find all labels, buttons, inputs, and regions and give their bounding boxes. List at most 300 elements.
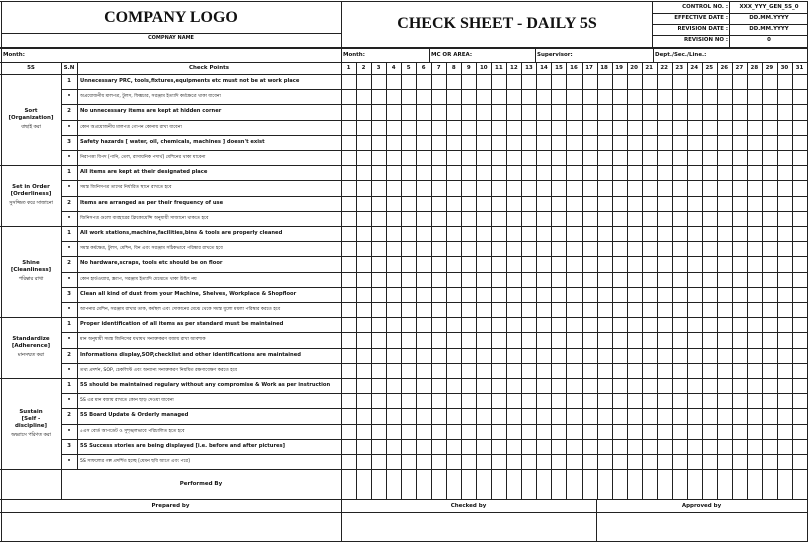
day-check-cell[interactable]: [521, 74, 536, 89]
day-check-cell[interactable]: [416, 74, 431, 89]
day-check-cell[interactable]: [401, 408, 416, 423]
day-check-cell[interactable]: [461, 135, 476, 150]
day-check-cell[interactable]: [702, 104, 717, 119]
day-check-cell[interactable]: [627, 211, 642, 226]
day-check-cell[interactable]: [597, 424, 612, 439]
day-check-cell[interactable]: [777, 135, 792, 150]
day-check-cell[interactable]: [717, 256, 732, 271]
day-check-cell[interactable]: [566, 393, 581, 408]
day-check-cell[interactable]: [566, 89, 581, 104]
day-check-cell[interactable]: [687, 439, 702, 454]
day-check-cell[interactable]: [416, 363, 431, 378]
day-check-cell[interactable]: [401, 363, 416, 378]
day-check-cell[interactable]: [777, 317, 792, 332]
day-check-cell[interactable]: [461, 241, 476, 256]
day-check-cell[interactable]: [506, 211, 521, 226]
day-check-cell[interactable]: [446, 424, 461, 439]
day-check-cell[interactable]: [762, 363, 777, 378]
day-check-cell[interactable]: [356, 272, 371, 287]
approved-by-signature[interactable]: [596, 513, 807, 541]
day-check-cell[interactable]: [687, 226, 702, 241]
day-check-cell[interactable]: [386, 439, 401, 454]
day-check-cell[interactable]: [702, 211, 717, 226]
day-check-cell[interactable]: [627, 165, 642, 180]
day-check-cell[interactable]: [657, 256, 672, 271]
day-check-cell[interactable]: [627, 332, 642, 347]
day-check-cell[interactable]: [612, 393, 627, 408]
day-check-cell[interactable]: [491, 256, 506, 271]
day-check-cell[interactable]: [521, 256, 536, 271]
day-check-cell[interactable]: [401, 454, 416, 469]
day-check-cell[interactable]: [461, 272, 476, 287]
day-check-cell[interactable]: [446, 272, 461, 287]
day-check-cell[interactable]: [627, 256, 642, 271]
day-check-cell[interactable]: [521, 332, 536, 347]
day-check-cell[interactable]: [461, 165, 476, 180]
day-check-cell[interactable]: [582, 256, 597, 271]
day-check-cell[interactable]: [657, 454, 672, 469]
day-check-cell[interactable]: [521, 180, 536, 195]
day-check-cell[interactable]: [672, 104, 687, 119]
day-check-cell[interactable]: [747, 74, 762, 89]
day-check-cell[interactable]: [491, 332, 506, 347]
day-check-cell[interactable]: [491, 363, 506, 378]
day-check-cell[interactable]: [657, 408, 672, 423]
day-check-cell[interactable]: [597, 348, 612, 363]
day-check-cell[interactable]: [386, 180, 401, 195]
day-check-cell[interactable]: [476, 196, 491, 211]
day-check-cell[interactable]: [521, 408, 536, 423]
day-check-cell[interactable]: [642, 272, 657, 287]
day-check-cell[interactable]: [672, 302, 687, 317]
day-check-cell[interactable]: [341, 317, 356, 332]
day-check-cell[interactable]: [461, 256, 476, 271]
day-check-cell[interactable]: [672, 256, 687, 271]
day-check-cell[interactable]: [491, 89, 506, 104]
day-check-cell[interactable]: [341, 272, 356, 287]
day-check-cell[interactable]: [777, 393, 792, 408]
day-check-cell[interactable]: [401, 241, 416, 256]
day-check-cell[interactable]: [446, 226, 461, 241]
day-check-cell[interactable]: [612, 74, 627, 89]
day-check-cell[interactable]: [476, 378, 491, 393]
day-check-cell[interactable]: [702, 74, 717, 89]
day-check-cell[interactable]: [566, 165, 581, 180]
day-check-cell[interactable]: [536, 272, 551, 287]
day-check-cell[interactable]: [491, 302, 506, 317]
day-check-cell[interactable]: [566, 135, 581, 150]
day-check-cell[interactable]: [476, 272, 491, 287]
day-check-cell[interactable]: [356, 196, 371, 211]
day-check-cell[interactable]: [702, 317, 717, 332]
supervisor-field[interactable]: Supervisor:: [537, 52, 573, 58]
day-check-cell[interactable]: [371, 196, 386, 211]
day-check-cell[interactable]: [657, 332, 672, 347]
day-check-cell[interactable]: [401, 135, 416, 150]
day-check-cell[interactable]: [356, 393, 371, 408]
day-check-cell[interactable]: [597, 378, 612, 393]
day-check-cell[interactable]: [747, 135, 762, 150]
day-check-cell[interactable]: [582, 165, 597, 180]
day-check-cell[interactable]: [536, 256, 551, 271]
day-check-cell[interactable]: [386, 317, 401, 332]
day-check-cell[interactable]: [642, 332, 657, 347]
day-check-cell[interactable]: [521, 211, 536, 226]
day-check-cell[interactable]: [582, 454, 597, 469]
day-check-cell[interactable]: [672, 348, 687, 363]
day-check-cell[interactable]: [416, 120, 431, 135]
day-check-cell[interactable]: [551, 165, 566, 180]
day-check-cell[interactable]: [717, 302, 732, 317]
day-check-cell[interactable]: [687, 241, 702, 256]
day-check-cell[interactable]: [792, 272, 807, 287]
day-check-cell[interactable]: [777, 332, 792, 347]
day-check-cell[interactable]: [717, 454, 732, 469]
day-check-cell[interactable]: [777, 302, 792, 317]
day-check-cell[interactable]: [551, 241, 566, 256]
day-check-cell[interactable]: [476, 211, 491, 226]
day-check-cell[interactable]: [732, 454, 747, 469]
day-check-cell[interactable]: [536, 439, 551, 454]
day-check-cell[interactable]: [612, 211, 627, 226]
day-check-cell[interactable]: [597, 393, 612, 408]
day-check-cell[interactable]: [762, 74, 777, 89]
day-check-cell[interactable]: [582, 226, 597, 241]
day-check-cell[interactable]: [747, 165, 762, 180]
day-check-cell[interactable]: [401, 302, 416, 317]
day-check-cell[interactable]: [356, 454, 371, 469]
day-check-cell[interactable]: [612, 241, 627, 256]
day-check-cell[interactable]: [521, 135, 536, 150]
day-check-cell[interactable]: [627, 135, 642, 150]
day-check-cell[interactable]: [792, 165, 807, 180]
day-check-cell[interactable]: [491, 439, 506, 454]
day-check-cell[interactable]: [717, 393, 732, 408]
day-check-cell[interactable]: [506, 332, 521, 347]
day-check-cell[interactable]: [566, 196, 581, 211]
day-check-cell[interactable]: [597, 272, 612, 287]
day-check-cell[interactable]: [672, 89, 687, 104]
day-check-cell[interactable]: [431, 363, 446, 378]
day-check-cell[interactable]: [461, 150, 476, 165]
day-check-cell[interactable]: [597, 256, 612, 271]
day-check-cell[interactable]: [476, 454, 491, 469]
day-check-cell[interactable]: [401, 211, 416, 226]
day-check-cell[interactable]: [762, 89, 777, 104]
day-check-cell[interactable]: [476, 332, 491, 347]
day-check-cell[interactable]: [597, 196, 612, 211]
day-check-cell[interactable]: [491, 180, 506, 195]
day-check-cell[interactable]: [401, 180, 416, 195]
day-check-cell[interactable]: [672, 272, 687, 287]
day-check-cell[interactable]: [777, 89, 792, 104]
day-check-cell[interactable]: [762, 135, 777, 150]
day-check-cell[interactable]: [551, 408, 566, 423]
day-check-cell[interactable]: [642, 363, 657, 378]
day-check-cell[interactable]: [702, 378, 717, 393]
day-check-cell[interactable]: [792, 196, 807, 211]
day-check-cell[interactable]: [582, 150, 597, 165]
day-check-cell[interactable]: [657, 302, 672, 317]
day-check-cell[interactable]: [506, 120, 521, 135]
day-check-cell[interactable]: [491, 393, 506, 408]
day-check-cell[interactable]: [341, 439, 356, 454]
day-check-cell[interactable]: [732, 135, 747, 150]
day-check-cell[interactable]: [461, 120, 476, 135]
day-check-cell[interactable]: [506, 393, 521, 408]
day-check-cell[interactable]: [657, 287, 672, 302]
day-check-cell[interactable]: [777, 439, 792, 454]
day-check-cell[interactable]: [476, 317, 491, 332]
day-check-cell[interactable]: [687, 348, 702, 363]
day-check-cell[interactable]: [386, 287, 401, 302]
day-check-cell[interactable]: [657, 272, 672, 287]
day-check-cell[interactable]: [491, 211, 506, 226]
day-check-cell[interactable]: [521, 89, 536, 104]
day-check-cell[interactable]: [612, 317, 627, 332]
day-check-cell[interactable]: [627, 454, 642, 469]
day-check-cell[interactable]: [582, 378, 597, 393]
day-check-cell[interactable]: [566, 408, 581, 423]
day-check-cell[interactable]: [762, 272, 777, 287]
day-check-cell[interactable]: [341, 226, 356, 241]
prepared-by-signature[interactable]: [0, 513, 341, 541]
day-check-cell[interactable]: [461, 89, 476, 104]
day-check-cell[interactable]: [461, 439, 476, 454]
day-check-cell[interactable]: [356, 302, 371, 317]
day-check-cell[interactable]: [762, 226, 777, 241]
day-check-cell[interactable]: [582, 302, 597, 317]
day-check-cell[interactable]: [356, 89, 371, 104]
day-check-cell[interactable]: [521, 226, 536, 241]
day-check-cell[interactable]: [491, 287, 506, 302]
day-check-cell[interactable]: [702, 272, 717, 287]
day-check-cell[interactable]: [582, 120, 597, 135]
day-check-cell[interactable]: [356, 74, 371, 89]
day-check-cell[interactable]: [642, 424, 657, 439]
day-check-cell[interactable]: [536, 363, 551, 378]
day-check-cell[interactable]: [551, 393, 566, 408]
day-check-cell[interactable]: [536, 348, 551, 363]
day-check-cell[interactable]: [566, 226, 581, 241]
day-check-cell[interactable]: [566, 332, 581, 347]
day-check-cell[interactable]: [687, 378, 702, 393]
day-check-cell[interactable]: [446, 302, 461, 317]
day-check-cell[interactable]: [702, 302, 717, 317]
day-check-cell[interactable]: [642, 180, 657, 195]
day-check-cell[interactable]: [702, 393, 717, 408]
day-check-cell[interactable]: [642, 378, 657, 393]
day-check-cell[interactable]: [717, 211, 732, 226]
day-check-cell[interactable]: [566, 378, 581, 393]
day-check-cell[interactable]: [747, 317, 762, 332]
day-check-cell[interactable]: [491, 104, 506, 119]
day-check-cell[interactable]: [431, 393, 446, 408]
day-check-cell[interactable]: [672, 165, 687, 180]
day-check-cell[interactable]: [431, 332, 446, 347]
day-check-cell[interactable]: [371, 378, 386, 393]
day-check-cell[interactable]: [627, 393, 642, 408]
day-check-cell[interactable]: [341, 256, 356, 271]
day-check-cell[interactable]: [762, 439, 777, 454]
day-check-cell[interactable]: [476, 287, 491, 302]
day-check-cell[interactable]: [431, 150, 446, 165]
day-check-cell[interactable]: [762, 150, 777, 165]
effective-date-value[interactable]: DD.MM.YYYY: [749, 15, 789, 21]
day-check-cell[interactable]: [431, 211, 446, 226]
day-check-cell[interactable]: [702, 165, 717, 180]
day-check-cell[interactable]: [401, 196, 416, 211]
day-check-cell[interactable]: [687, 408, 702, 423]
day-check-cell[interactable]: [762, 348, 777, 363]
day-check-cell[interactable]: [431, 439, 446, 454]
day-check-cell[interactable]: [506, 424, 521, 439]
day-check-cell[interactable]: [597, 241, 612, 256]
day-check-cell[interactable]: [747, 256, 762, 271]
day-check-cell[interactable]: [657, 348, 672, 363]
day-check-cell[interactable]: [461, 348, 476, 363]
day-check-cell[interactable]: [566, 74, 581, 89]
day-check-cell[interactable]: [551, 89, 566, 104]
day-check-cell[interactable]: [536, 287, 551, 302]
day-check-cell[interactable]: [687, 104, 702, 119]
day-check-cell[interactable]: [491, 454, 506, 469]
day-check-cell[interactable]: [672, 393, 687, 408]
day-check-cell[interactable]: [461, 454, 476, 469]
day-check-cell[interactable]: [657, 241, 672, 256]
day-check-cell[interactable]: [792, 302, 807, 317]
day-check-cell[interactable]: [792, 74, 807, 89]
day-check-cell[interactable]: [762, 424, 777, 439]
day-check-cell[interactable]: [341, 287, 356, 302]
day-check-cell[interactable]: [401, 348, 416, 363]
day-check-cell[interactable]: [732, 180, 747, 195]
day-check-cell[interactable]: [777, 241, 792, 256]
day-check-cell[interactable]: [506, 74, 521, 89]
day-check-cell[interactable]: [657, 424, 672, 439]
day-check-cell[interactable]: [476, 226, 491, 241]
day-check-cell[interactable]: [747, 424, 762, 439]
day-check-cell[interactable]: [551, 74, 566, 89]
day-check-cell[interactable]: [401, 287, 416, 302]
day-check-cell[interactable]: [717, 287, 732, 302]
day-check-cell[interactable]: [386, 272, 401, 287]
day-check-cell[interactable]: [732, 150, 747, 165]
day-check-cell[interactable]: [536, 393, 551, 408]
day-check-cell[interactable]: [566, 302, 581, 317]
day-check-cell[interactable]: [401, 120, 416, 135]
day-check-cell[interactable]: [446, 348, 461, 363]
day-check-cell[interactable]: [657, 317, 672, 332]
day-check-cell[interactable]: [642, 393, 657, 408]
day-check-cell[interactable]: [702, 120, 717, 135]
day-check-cell[interactable]: [566, 241, 581, 256]
day-check-cell[interactable]: [446, 150, 461, 165]
day-check-cell[interactable]: [491, 196, 506, 211]
day-check-cell[interactable]: [536, 424, 551, 439]
day-check-cell[interactable]: [597, 332, 612, 347]
day-check-cell[interactable]: [687, 272, 702, 287]
day-check-cell[interactable]: [551, 302, 566, 317]
day-check-cell[interactable]: [416, 256, 431, 271]
day-check-cell[interactable]: [476, 180, 491, 195]
day-check-cell[interactable]: [582, 393, 597, 408]
day-check-cell[interactable]: [536, 74, 551, 89]
day-check-cell[interactable]: [702, 439, 717, 454]
day-check-cell[interactable]: [386, 241, 401, 256]
day-check-cell[interactable]: [597, 317, 612, 332]
day-check-cell[interactable]: [356, 424, 371, 439]
day-check-cell[interactable]: [506, 408, 521, 423]
day-check-cell[interactable]: [536, 211, 551, 226]
day-check-cell[interactable]: [566, 180, 581, 195]
day-check-cell[interactable]: [551, 120, 566, 135]
day-check-cell[interactable]: [356, 135, 371, 150]
day-check-cell[interactable]: [461, 424, 476, 439]
day-check-cell[interactable]: [612, 226, 627, 241]
day-check-cell[interactable]: [461, 74, 476, 89]
day-check-cell[interactable]: [431, 424, 446, 439]
day-check-cell[interactable]: [371, 317, 386, 332]
day-check-cell[interactable]: [446, 317, 461, 332]
day-check-cell[interactable]: [551, 180, 566, 195]
day-check-cell[interactable]: [371, 211, 386, 226]
day-check-cell[interactable]: [371, 454, 386, 469]
day-check-cell[interactable]: [536, 180, 551, 195]
day-check-cell[interactable]: [732, 165, 747, 180]
day-check-cell[interactable]: [446, 363, 461, 378]
dept-field[interactable]: Dept./Sec./Line.:: [655, 52, 707, 58]
day-check-cell[interactable]: [687, 454, 702, 469]
day-check-cell[interactable]: [446, 454, 461, 469]
day-check-cell[interactable]: [642, 89, 657, 104]
day-check-cell[interactable]: [461, 332, 476, 347]
day-check-cell[interactable]: [446, 89, 461, 104]
day-check-cell[interactable]: [491, 241, 506, 256]
day-check-cell[interactable]: [627, 439, 642, 454]
day-check-cell[interactable]: [792, 150, 807, 165]
day-check-cell[interactable]: [672, 363, 687, 378]
day-check-cell[interactable]: [356, 363, 371, 378]
day-check-cell[interactable]: [536, 150, 551, 165]
day-check-cell[interactable]: [627, 287, 642, 302]
day-check-cell[interactable]: [356, 150, 371, 165]
day-check-cell[interactable]: [371, 348, 386, 363]
day-check-cell[interactable]: [416, 378, 431, 393]
day-check-cell[interactable]: [642, 196, 657, 211]
day-check-cell[interactable]: [717, 272, 732, 287]
day-check-cell[interactable]: [446, 256, 461, 271]
day-check-cell[interactable]: [551, 272, 566, 287]
day-check-cell[interactable]: [431, 302, 446, 317]
day-check-cell[interactable]: [506, 256, 521, 271]
day-check-cell[interactable]: [416, 226, 431, 241]
day-check-cell[interactable]: [521, 348, 536, 363]
day-check-cell[interactable]: [476, 104, 491, 119]
day-check-cell[interactable]: [551, 332, 566, 347]
day-check-cell[interactable]: [642, 317, 657, 332]
day-check-cell[interactable]: [747, 302, 762, 317]
day-check-cell[interactable]: [431, 348, 446, 363]
day-check-cell[interactable]: [747, 439, 762, 454]
day-check-cell[interactable]: [401, 272, 416, 287]
day-check-cell[interactable]: [612, 378, 627, 393]
day-check-cell[interactable]: [732, 226, 747, 241]
day-check-cell[interactable]: [672, 424, 687, 439]
day-check-cell[interactable]: [792, 89, 807, 104]
day-check-cell[interactable]: [371, 408, 386, 423]
day-check-cell[interactable]: [747, 348, 762, 363]
